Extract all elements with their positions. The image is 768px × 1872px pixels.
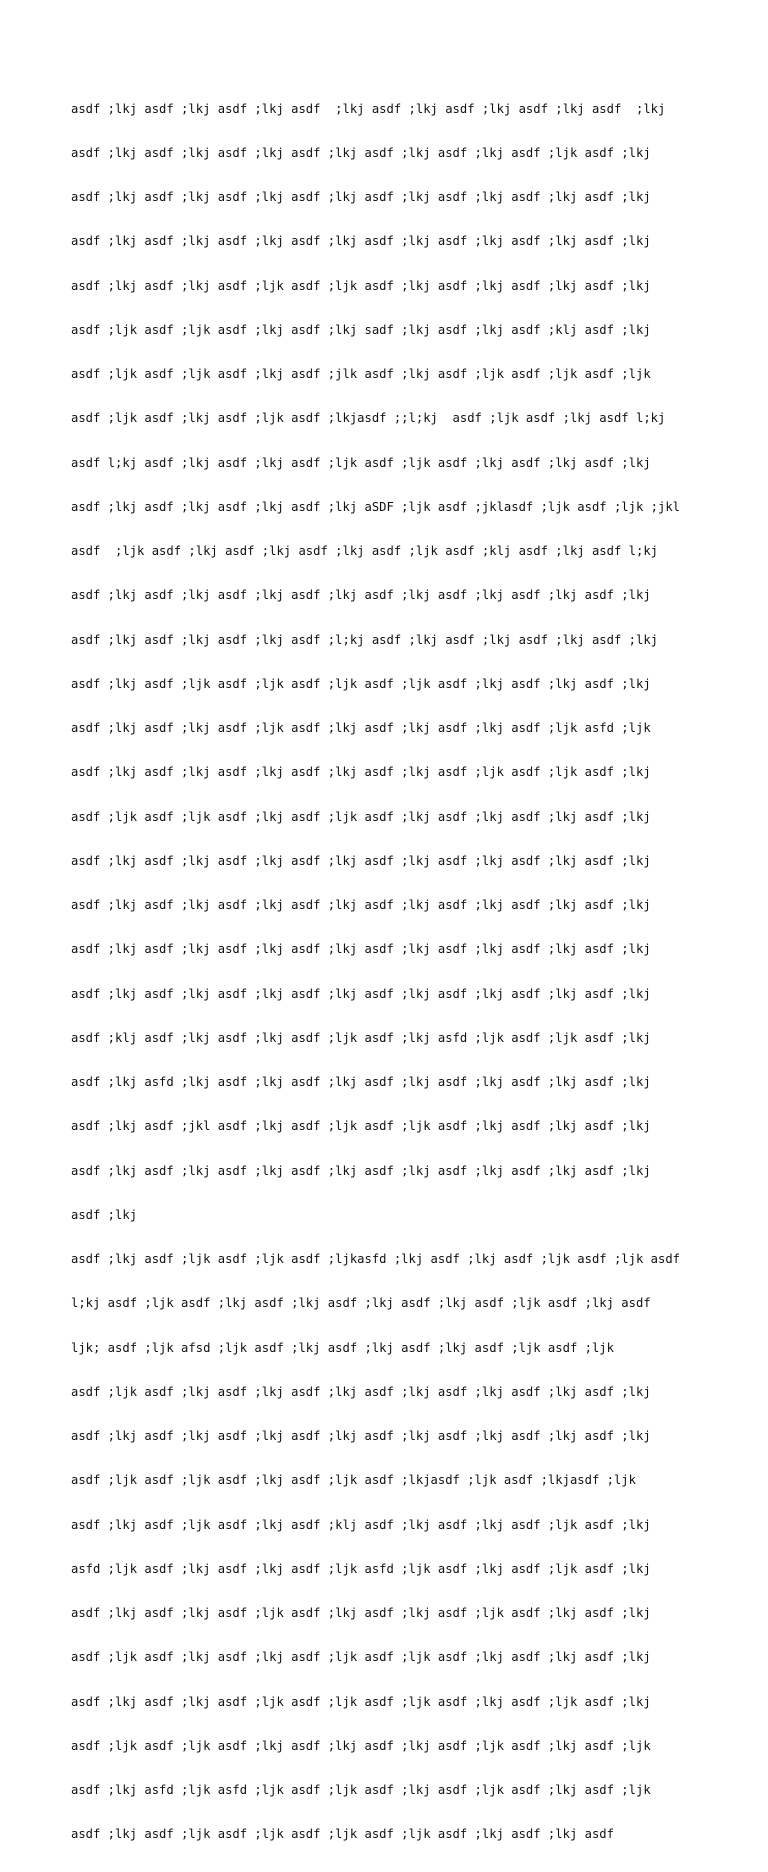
text-line: asdf ;ljk asdf ;ljk asdf ;lkj asdf ;ljk asdf ;lkj asdf ;lkj asdf ;lkj asdf ;lkj [71,809,651,824]
text-line: asdf ;ljk asdf ;lkj asdf ;lkj asdf ;lkj asdf ;lkj asdf ;lkj asdf ;lkj asdf ;lkj [71,1384,651,1399]
text-line: asdf ;ljk asdf ;ljk asdf ;lkj asdf ;jlk asdf ;lkj asdf ;ljk asdf ;ljk asdf ;ljk [71,367,651,381]
text-line: asdf ;lkj asdf ;lkj asdf ;lkj asdf ;lkj asdf ;lkj asdf ;lkj asdf ;lkj asdf ;lkj [71,853,651,868]
text-line: asdf ;lkj asfd ;lkj asdf ;lkj asdf ;lkj asdf ;lkj asdf ;lkj asdf ;lkj asdf ;lkj [71,1075,651,1089]
text-line: asdf ;lkj asdf ;lkj asdf ;lkj asdf ;lkj asdf ;lkj asdf ;lkj asdf ;lkj asdf ;lkj [71,942,651,957]
text-line: asfd ;ljk asdf ;lkj asdf ;lkj asdf ;ljk asfd ;ljk asdf ;lkj asdf ;ljk asdf ;lkj [71,1561,651,1576]
text-line: asdf ;lkj asdf ;ljk asdf ;ljk asdf ;ljk asdf ;ljk asdf ;lkj asdf ;lkj asdf [71,1827,614,1842]
text-line: asdf ;ljk asdf ;ljk asdf ;lkj asdf ;lkj asdf ;lkj asdf ;ljk asdf ;lkj asdf ;ljk [71,1738,651,1753]
text-line: asdf ;ljk asdf ;ljk asdf ;lkj asdf ;ljk asdf ;lkjasdf ;ljk asdf ;lkjasdf ;ljk [71,1473,636,1488]
text-line: asdf ;lkj asdf ;lkj asdf ;lkj asdf ;lkj asdf ;lkj asdf ;lkj asdf ;lkj asdf ;lkj [71,1429,651,1443]
text-line: asdf ;lkj asdf ;ljk asdf ;ljk asdf ;ljkasfd ;lkj asdf ;lkj asdf ;ljk asdf ;ljk asdf [71,1252,681,1266]
text-line: asdf ;ljk asdf ;ljk asdf ;lkj asdf ;lkj sadf ;lkj asdf ;lkj asdf ;klj asdf ;lkj [71,322,651,337]
text-line: asdf ;lkj asdf ;lkj asdf ;lkj asdf ;lkj asdf ;lkj asdf ;lkj asdf ;lkj asdf ;lkj [71,588,651,603]
text-line: asdf ;lkj asdf ;lkj asdf ;lkj asdf ;l;kj asdf ;lkj asdf ;lkj asdf ;lkj asdf ;lkj [71,632,658,647]
text-line: asdf ;ljk asdf ;lkj asdf ;ljk asdf ;lkjasdf ;;l;kj asdf ;ljk asdf ;lkj asdf l;kj [71,411,666,426]
document-body [71,72,711,1872]
text-line: asdf ;lkj asdf ;lkj asdf ;ljk asdf ;lkj asdf ;lkj asdf ;lkj asdf ;ljk asfd ;ljk [71,721,651,735]
text-line: asdf ;lkj asdf ;lkj asdf ;lkj asdf ;lkj asdf ;lkj asdf ;lkj asdf ;lkj asdf ;lkj [71,101,666,116]
text-line: asdf ;lkj asdf ;ljk asdf ;lkj asdf ;klj asdf ;lkj asdf ;lkj asdf ;ljk asdf ;lkj [71,1517,651,1532]
text-line: asdf ;lkj asdf ;lkj asdf ;ljk asdf ;lkj asdf ;lkj asdf ;ljk asdf ;lkj asdf ;lkj [71,1606,651,1620]
text-line: asdf ;lkj asdf ;lkj asdf ;lkj asdf ;lkj asdf ;lkj asdf ;lkj asdf ;lkj asdf ;lkj [71,190,651,204]
text-line: asdf ;lkj asdf ;lkj asdf ;lkj asdf ;lkj asdf ;lkj asdf ;lkj asdf ;lkj asdf ;lkj [71,898,651,912]
text-line: asdf ;lkj asdf ;ljk asdf ;ljk asdf ;ljk asdf ;ljk asdf ;lkj asdf ;lkj asdf ;lkj [71,676,651,691]
text-line: l;kj asdf ;ljk asdf ;lkj asdf ;lkj asdf ;lkj asdf ;lkj asdf ;ljk asdf ;lkj asdf [71,1296,651,1311]
text-line: asdf ;lkj asfd ;ljk asfd ;ljk asdf ;ljk asdf ;lkj asdf ;ljk asdf ;lkj asdf ;ljk [71,1783,651,1797]
text-line: asdf ;ljk asdf ;lkj asdf ;lkj asdf ;ljk asdf ;ljk asdf ;lkj asdf ;lkj asdf ;lkj [71,1650,651,1665]
text-line: asdf ;lkj asdf ;lkj asdf ;lkj asdf ;lkj aSDF ;ljk asdf ;jklasdf ;ljk asdf ;ljk ;jkl [71,499,681,514]
text-line: asdf ;lkj asdf ;lkj asdf ;lkj asdf ;lkj asdf ;lkj asdf ;lkj asdf ;lkj asdf ;lkj [71,986,651,1001]
text-line: asdf ;lkj asdf ;lkj asdf ;lkj asdf ;lkj asdf ;lkj asdf ;lkj asdf ;lkj asdf ;lkj [71,234,651,249]
text-line: asdf ;lkj asdf ;lkj asdf ;lkj asdf ;lkj asdf ;lkj asdf ;ljk asdf ;ljk asdf ;lkj [71,765,651,780]
text-line: asdf ;lkj [71,1207,138,1222]
text-line: asdf ;klj asdf ;lkj asdf ;lkj asdf ;ljk asdf ;lkj asfd ;ljk asdf ;ljk asdf ;lkj [71,1030,651,1045]
text-line: asdf ;lkj asdf ;lkj asdf ;ljk asdf ;ljk asdf ;lkj asdf ;lkj asdf ;lkj asdf ;lkj [71,278,651,293]
text-line: asdf ;lkj asdf ;lkj asdf ;lkj asdf ;lkj asdf ;lkj asdf ;lkj asdf ;ljk asdf ;lkj [71,145,651,160]
text-line: asdf l;kj asdf ;lkj asdf ;lkj asdf ;ljk asdf ;ljk asdf ;lkj asdf ;lkj asdf ;lkj [71,455,651,470]
text-line: asdf ;ljk asdf ;lkj asdf ;lkj asdf ;lkj asdf ;ljk asdf ;klj asdf ;lkj asdf l;kj [71,544,658,558]
text-line: asdf ;lkj asdf ;lkj asdf ;ljk asdf ;ljk asdf ;ljk asdf ;lkj asdf ;ljk asdf ;lkj [71,1694,651,1709]
text-line: asdf ;lkj asdf ;jkl asdf ;lkj asdf ;ljk asdf ;ljk asdf ;lkj asdf ;lkj asdf ;lkj [71,1119,651,1134]
text-line: ljk; asdf ;ljk afsd ;ljk asdf ;lkj asdf ;lkj asdf ;lkj asdf ;ljk asdf ;ljk [71,1340,614,1355]
text-line: asdf ;lkj asdf ;lkj asdf ;lkj asdf ;lkj asdf ;lkj asdf ;lkj asdf ;lkj asdf ;lkj [71,1163,651,1178]
